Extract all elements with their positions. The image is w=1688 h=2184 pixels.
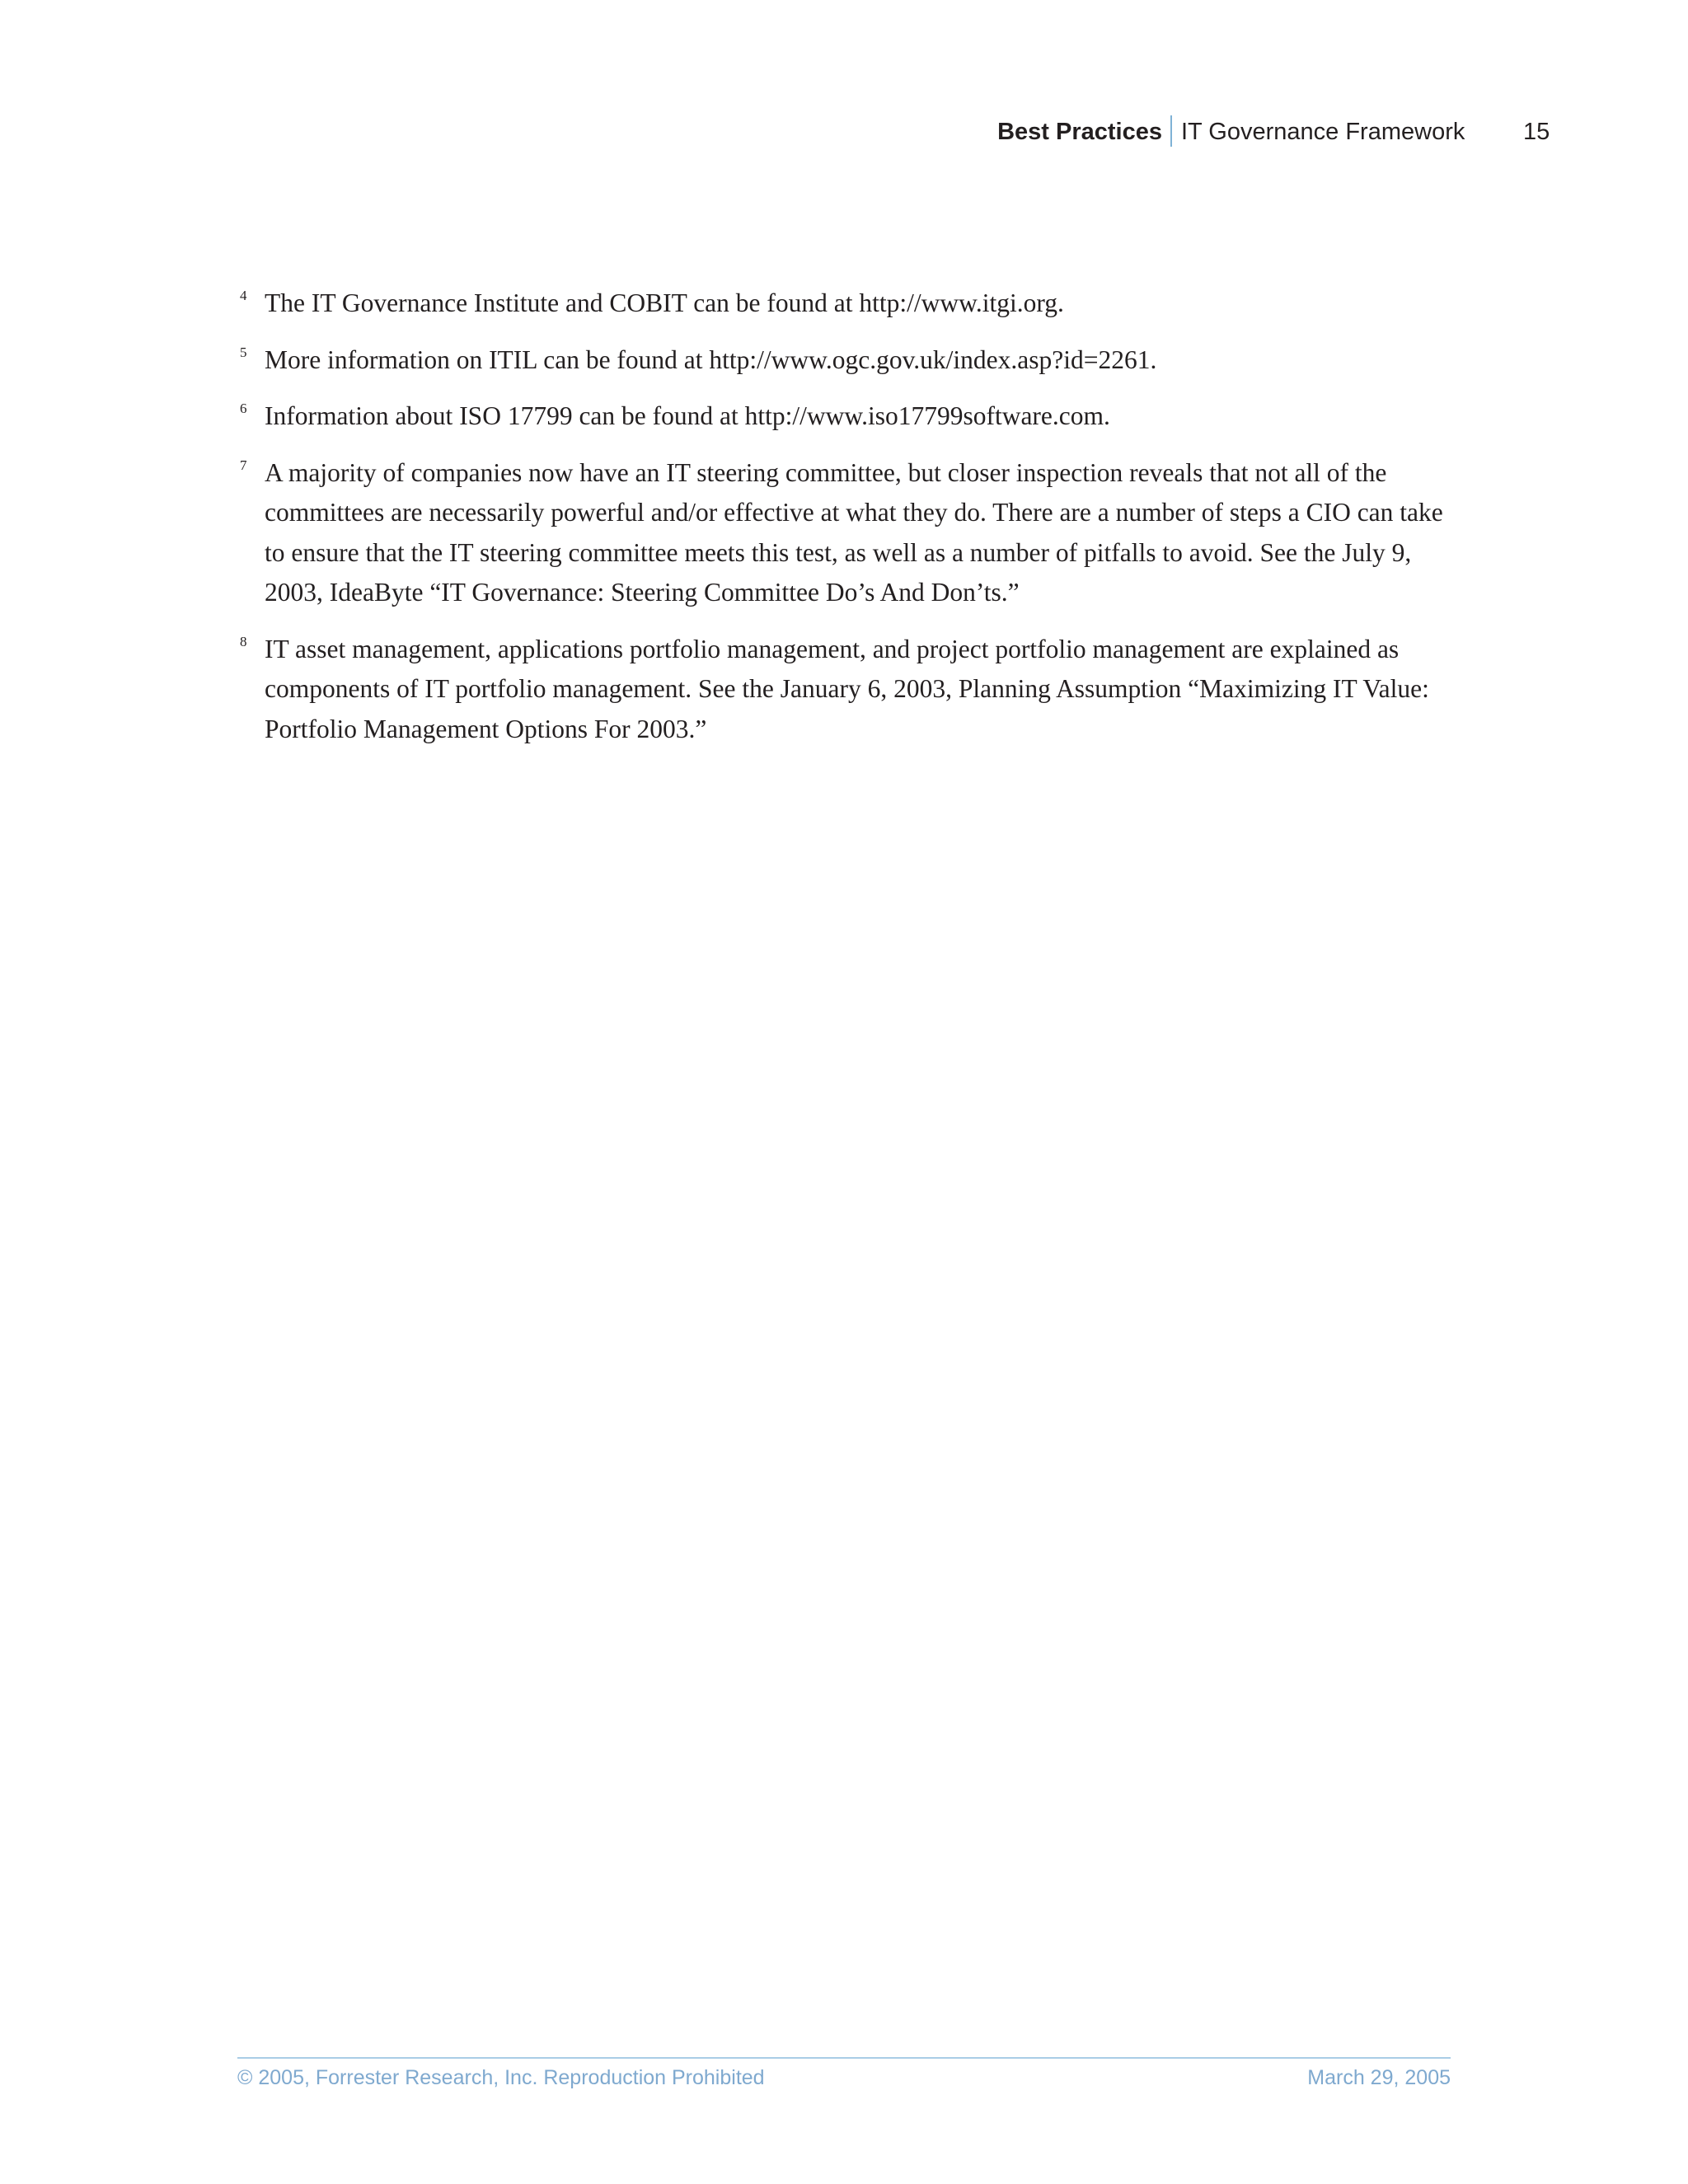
page-footer [237,2063,1451,2093]
page-header [0,114,1688,150]
endnote-text: A majority of companies now have an IT steering committee, but closer inspection reveals that not all of the committees are necessarily powerful and/or effective at what they do. There are a number of steps a CIO can take to ensure that the IT steering committee meets this test, as well as a number of pitfalls to avoid. See the July 9, 2003, IdeaByte “IT Governance: Steering Committee Do’s And Don’ts.” [265,457,1443,607]
endnotes-list [239,284,1451,766]
page-number: 15 [1523,119,1550,145]
footer-copyright: © 2005, Forrester Research, Inc. Reproduction Prohibited [237,2066,765,2089]
endnote-text: More information on ITIL can be found at http://www.ogc.gov.uk/index.asp?id=2261. [265,344,1157,374]
endnote-item [239,284,1451,324]
endnote-text: Information about ISO 17799 can be found at http://www.iso17799software.com. [265,401,1110,430]
endnote-number: 5 [240,344,247,360]
endnote-item [239,630,1451,750]
endnote-number: 6 [240,401,247,416]
endnote-text: The IT Governance Institute and COBIT can be found at http://www.itgi.org. [265,288,1064,317]
endnote-number: 8 [240,633,247,649]
endnote-item [239,340,1451,381]
header-divider [1170,115,1172,147]
endnote-text: IT asset management, applications portfolio management, and project portfolio management are explained as components of IT portfolio management. See the January 6, 2003, Planning Assumption “Maximizing IT Value: Portfolio Management Options For 2003.” [265,634,1429,743]
footer-date: March 29, 2005 [1307,2066,1451,2089]
header-section-label: Best Practices [997,119,1162,145]
footer-divider [237,2057,1451,2059]
endnote-number: 7 [240,457,247,473]
endnote-item [239,453,1451,613]
endnote-number: 4 [240,288,247,303]
endnote-item [239,396,1451,437]
header-document-title: IT Governance Framework [1181,119,1465,145]
